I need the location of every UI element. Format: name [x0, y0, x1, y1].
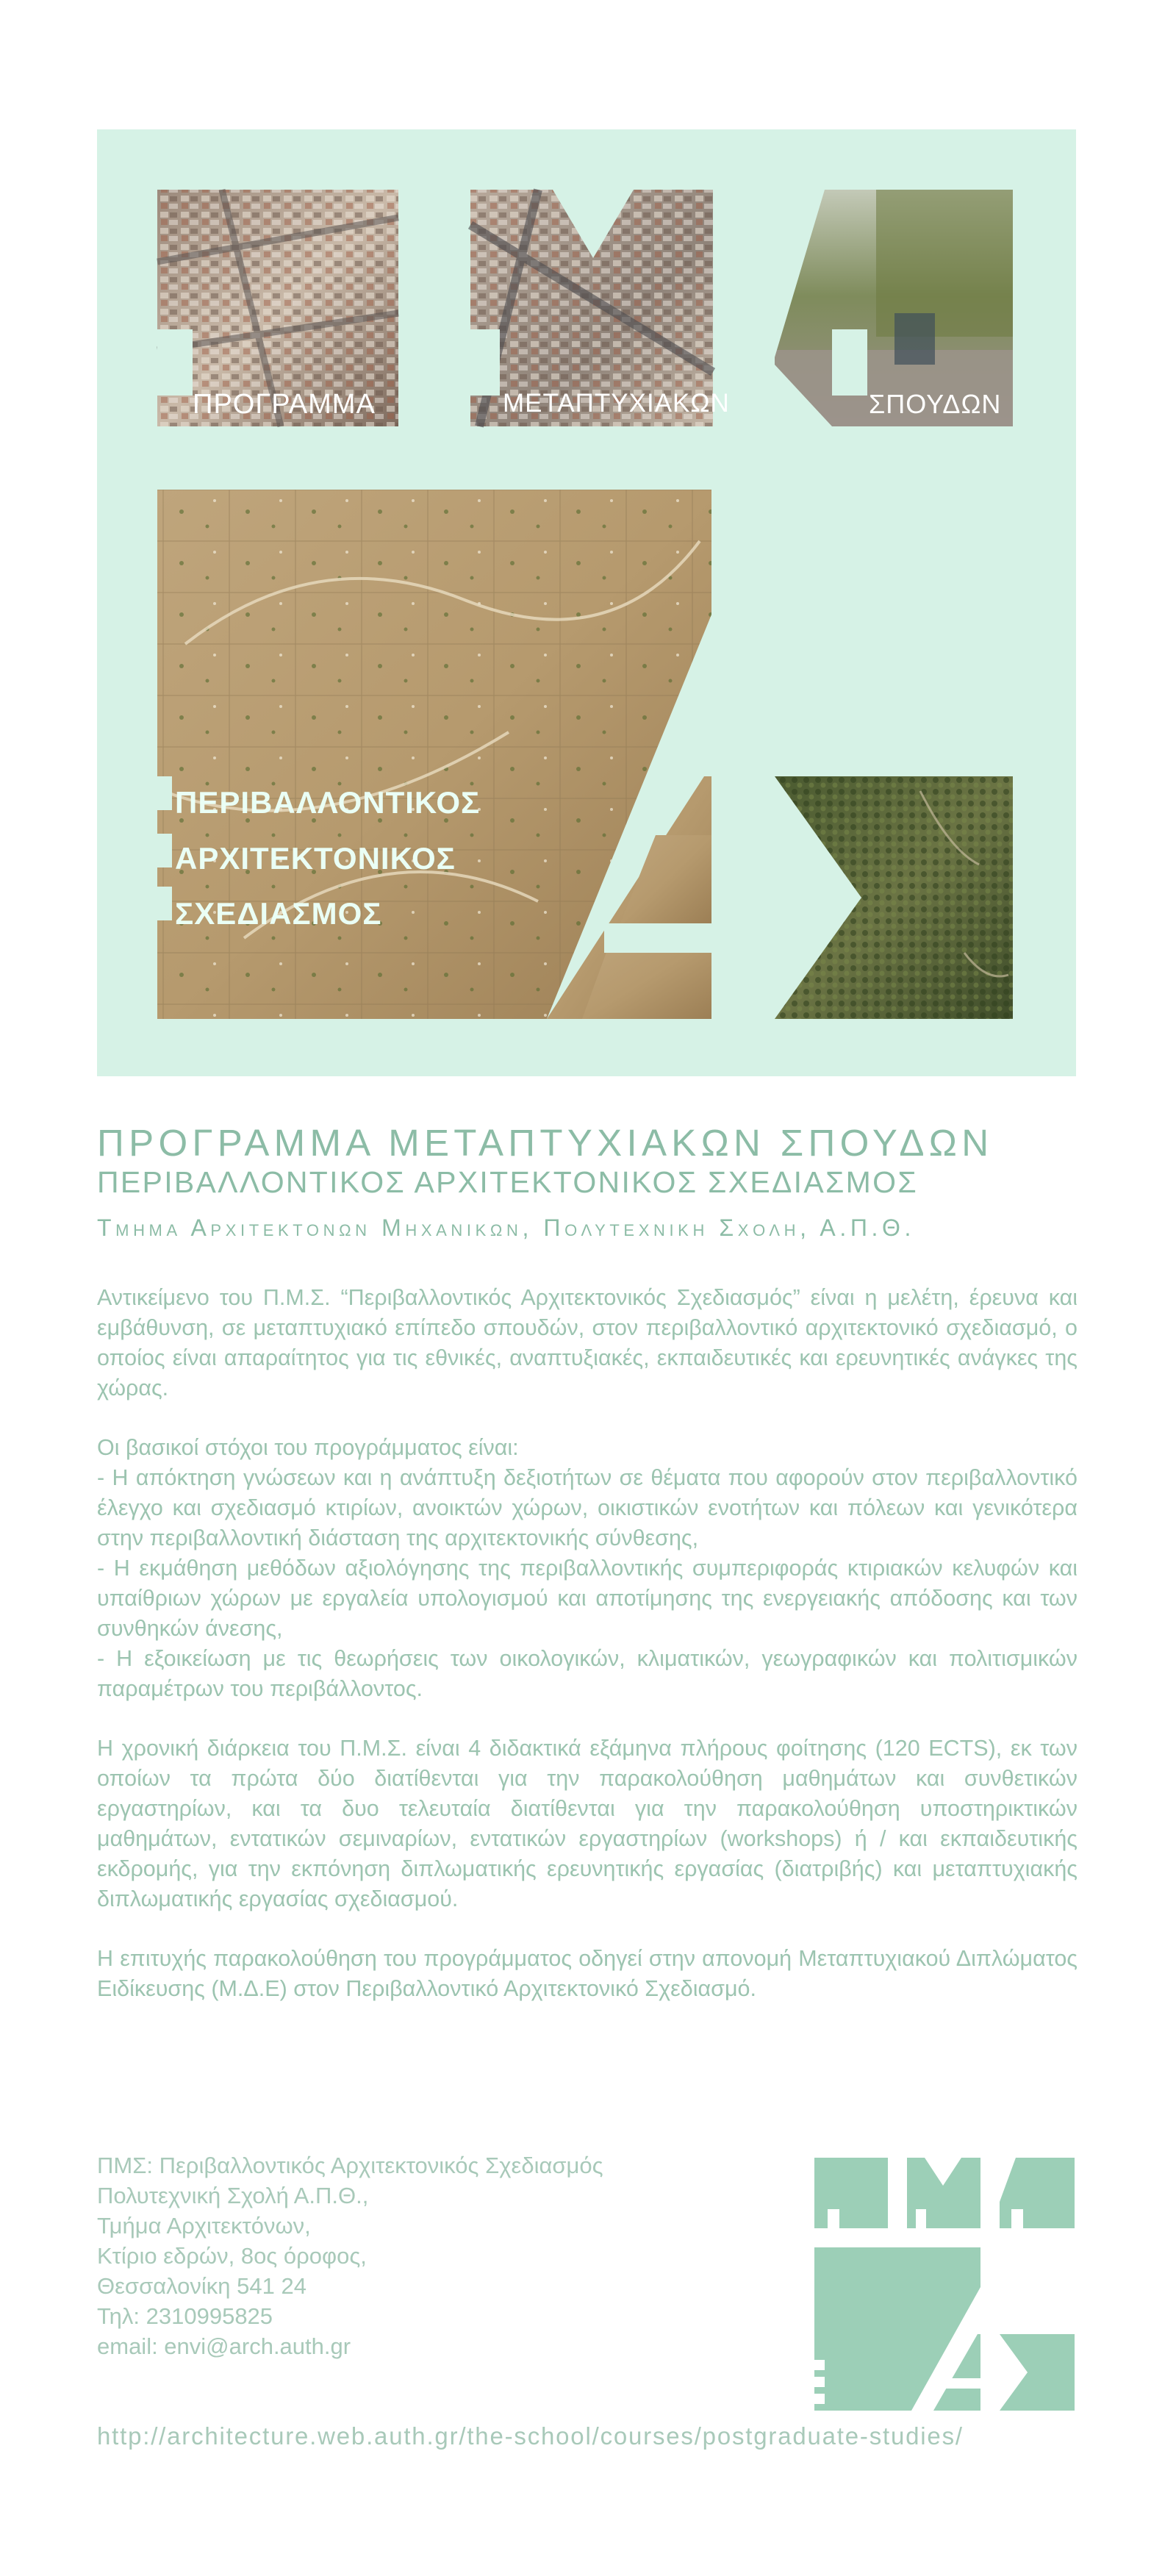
tile-label-programma: ΠΡΟΓΡΑΜΜΑ — [193, 389, 376, 420]
hero-panel — [97, 129, 1076, 1076]
contact-building: Κτίριο εδρών, 8ος όροφος, — [97, 2243, 367, 2269]
contact-school: Πολυτεχνική Σχολή Α.Π.Θ., — [97, 2183, 369, 2208]
tile-label-spoudon: ΣΠΟΥΔΩΝ — [869, 389, 1002, 419]
big-label-sxediasmos: ΣΧΕΔΙΑΣΜΟΣ — [175, 896, 382, 931]
goals-block — [97, 1433, 1078, 1704]
pms-logo — [814, 2158, 1075, 2411]
contact-program: ΠΜΣ: Περιβαλλοντικός Αρχιτεκτονικός Σχεδιασμός — [97, 2153, 603, 2178]
contact-block — [97, 2150, 603, 2361]
hero-artwork — [97, 129, 1076, 1076]
headline-department: Τμημα Αρχιτεκτονων Μηχανικων, Πολυτεχνικη Σχολη, Α.Π.Θ. — [97, 1214, 916, 1241]
headline-program: ΠΡΟΓΡΑΜΜΑ ΜΕΤΑΠΤΥΧΙΑΚΩΝ ΣΠΟΥΔΩΝ — [97, 1122, 994, 1164]
paragraph-duration: Η χρονική διάρκεια του Π.Μ.Σ. είναι 4 διδακτικά εξάμηνα πλήρους φοίτησης (120 ECTS), εκ των οποίων τα πρώτα δύο διατίθενται για την παρακολούθηση μαθημάτων και συνθετικών εργαστηρίων, και τα δυο τελευταία διατίθενται για την παρακολούθηση υποστηρικτικών μαθημάτων, εντατικών σεμιναρίων, εντατικών εργαστηρίων (workshops) ή / και εκπαιδευτικής εκδρομής, για την εκπόνηση διπλωματικής ερευνητικής εργασίας (διατριβής) και μεταπτυχιακής διπλωματικής εργασίας σχεδιασμού. — [97, 1736, 1078, 1911]
paragraph-intro: Αντικείμενο του Π.Μ.Σ. “Περιβαλλοντικός Αρχιτεκτονικός Σχεδιασμός” είναι η μελέτη, έρευνα και εμβάθυνση, σε μεταπτυχιακό επίπεδο σπουδών, στον περιβαλλοντικό αρχιτεκτονικό σχεδιασμό, ο οποίος είναι απαραίτητος για τις εθνικές, αναπτυξιακές, εκπαιδευτικές και ερευνητικές ανάγκες της χώρας. — [97, 1285, 1078, 1400]
goal-item-1: - Η απόκτηση γνώσεων και η ανάπτυξη δεξιοτήτων σε θέματα που αφορούν στον περιβαλλοντικό έλεγχο και σχεδιασμό κτιρίων, ανοικτών χώρων, οικιστικών ενοτήτων και πόλεων και γενικότερα στην περιβαλλοντική διάσταση της αρχιτεκτονικής σύνθεσης, — [97, 1465, 1078, 1550]
contact-email[interactable]: email: envi@arch.auth.gr — [97, 2333, 351, 2359]
contact-phone: Τηλ: 2310995825 — [97, 2303, 273, 2329]
goal-item-3: - Η εξοικείωση με τις θεωρήσεις των οικολογικών, κλιματικών, γεωγραφικών και πολιτισμικών παραμέτρων του περιβάλλοντος. — [97, 1646, 1078, 1701]
website-url[interactable]: http://architecture.web.auth.gr/the-school/courses/postgraduate-studies/ — [97, 2422, 964, 2450]
tile-label-metaptyxiakon: ΜΕΤΑΠΤΥΧΙΑΚΩΝ — [503, 389, 730, 418]
body-text — [97, 1283, 1078, 2033]
tile-forest — [775, 776, 1013, 1019]
paragraph-degree: Η επιτυχής παρακολούθηση του προγράμματος οδηγεί στην απονομή Μεταπτυχιακού Διπλώματος Ειδίκευσης (Μ.Δ.Ε) στον Περιβαλλοντικό Αρχιτεκτονικό Σχεδιασμό. — [97, 1946, 1078, 2001]
headline-title: ΠΕΡΙΒΑΛΛΟΝΤΙΚΟΣ ΑΡΧΙΤΕΚΤΟΝΙΚΟΣ ΣΧΕΔΙΑΣΜΟΣ — [97, 1165, 918, 1199]
contact-city: Θεσσαλονίκη 541 24 — [97, 2273, 306, 2299]
contact-department: Τμήμα Αρχιτεκτόνων, — [97, 2213, 311, 2239]
big-label-perivallontikos: ΠΕΡΙΒΑΛΛΟΝΤΙΚΟΣ — [175, 785, 481, 820]
goal-item-2: - Η εκμάθηση μεθόδων αξιολόγησης της περιβαλλοντικής συμπεριφοράς κτιριακών κελυφών και υπαίθριων χώρων με εργαλεία υπολογισμού και αποτίμησης της ενεργειακής απόδοσης και των συνθηκών άνεσης, — [97, 1556, 1078, 1641]
goals-title: Οι βασικοί στόχοι του προγράμματος είναι: — [97, 1435, 519, 1460]
big-label-arxitektonikos: ΑΡΧΙΤΕΚΤΟΝΙΚΟΣ — [175, 841, 456, 876]
